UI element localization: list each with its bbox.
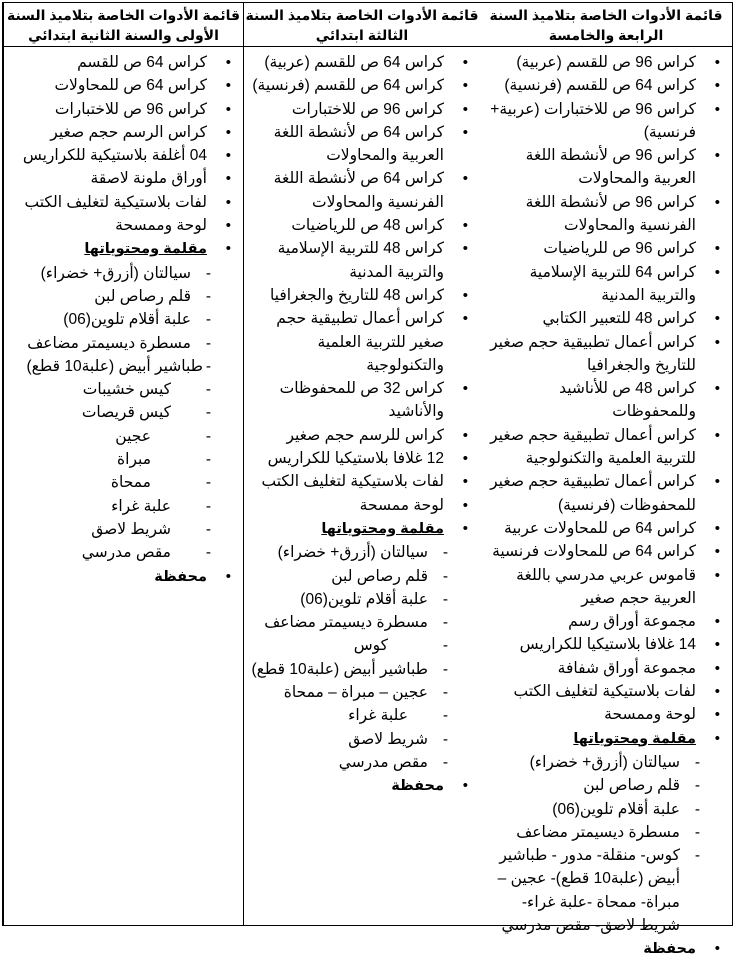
list-item: • مجموعة أوراق رسم <box>484 610 726 633</box>
sub-item: - طباشير أبيض (علبة10 قطع) <box>8 355 237 378</box>
list-item: • كراس 64 ص للمحاولات <box>8 74 237 97</box>
sub-item: - مسطرة ديسيمتر مضاعف <box>8 332 237 355</box>
list-item: • لوحة ممسحة <box>248 494 474 517</box>
sub-item: - شريط لاصق <box>248 728 474 751</box>
sub-item: - مبراة <box>8 448 237 471</box>
sub-item: - مقص مدرسي <box>248 751 474 774</box>
list-item: • كراس 96 ص للاختبارات (عربية+ فرنسية) <box>484 98 726 145</box>
list-item: • لوحة وممسحة <box>8 214 237 237</box>
sub-item: - علبة أقلام تلوين(06) <box>8 308 237 331</box>
list-item: • كراس 64 للتربية الإسلامية والتربية المدنية <box>484 261 726 308</box>
list-item: • كراس 96 ص للاختبارات <box>8 98 237 121</box>
sub-item: - قلم رصاص لبن <box>484 774 726 797</box>
list-item: • كراس 64 ص للقسم <box>8 51 237 74</box>
column-header <box>244 3 480 47</box>
list-item: • مجموعة أوراق شفافة <box>484 657 726 680</box>
header-line-2: الأولى والسنة الثانية ابتدائي <box>28 27 219 43</box>
pencil-case-heading: • مقلمة ومحتوياتها <box>8 237 237 261</box>
sub-item: - كيس قريصات <box>8 401 237 424</box>
column-grades-4-5 <box>480 3 732 958</box>
list-item: • كراس 64 ص للمحاولات عربية <box>484 517 726 540</box>
pencil-case-heading: • مقلمة ومحتوياتها <box>484 727 726 751</box>
list-item: • لفات بلاستيكية لتغليف الكتب <box>8 191 237 214</box>
sub-item: - مسطرة ديسيمتر مضاعف <box>248 611 474 634</box>
sub-item: - علبة غراء <box>8 495 237 518</box>
list-item: • لفات بلاستيكية لتغليف الكتب <box>248 470 474 493</box>
list-item: • 04 أغلفة بلاستيكية للكراريس <box>8 144 237 167</box>
sub-item: - سيالتان (أزرق+ خضراء) <box>484 751 726 774</box>
list-item: • كراس 64 ص للقسم (فرنسية) <box>248 74 474 97</box>
list-item: • كراس 96 ص لأنشطة اللغة الفرنسية والمحاولات <box>484 191 726 238</box>
list-item: • لوحة وممسحة <box>484 703 726 726</box>
sub-item: - قلم رصاص لبن <box>8 285 237 308</box>
sub-item: - شريط لاصق <box>8 518 237 541</box>
list-item: • كراس 96 ص للاختبارات <box>248 98 474 121</box>
sub-item: - سيالتان (أزرق+ خضراء) <box>248 541 474 564</box>
list-item: • كراس 96 ص لأنشطة اللغة العربية والمحاولات <box>484 144 726 191</box>
list-item: • كراس أعمال تطبيقية حجم صغير للتاريخ والجغرافيا <box>484 331 726 378</box>
header-line-1: قائمة الأدوات الخاصة بتلاميذ السنة <box>489 7 723 23</box>
list-item: • كراس 48 للتعبير الكتابي <box>484 307 726 330</box>
column-header <box>4 3 243 47</box>
supplies-table <box>2 2 733 958</box>
list-item: • كراس 32 ص للمحفوظات والأناشيد <box>248 377 474 424</box>
list-item: • 12 غلافا بلاستيكيا للكراريس <box>248 447 474 470</box>
pencil-case-heading: • مقلمة ومحتوياتها <box>248 517 474 541</box>
list-item: • كراس 48 للتربية الإسلامية والتربية المدنية <box>248 237 474 284</box>
sub-item: - عجين – مبراة – ممحاة <box>248 681 474 704</box>
header-line-1: قائمة الأدوات الخاصة بتلاميذ السنة <box>6 7 241 23</box>
sub-item: - كوس- منقلة- مدور - طباشير أبيض (علبة10 قطع)- عجين – مبراة- ممحاة -علبة غراء- شريط لاصق- مقص مدرسي <box>484 844 726 937</box>
sub-item: - كوس <box>248 634 474 657</box>
column-grade-3 <box>243 3 480 925</box>
list-item: • كراس 64 ص للقسم (فرنسية) <box>484 74 726 97</box>
list-item: • كراس 64 ص للمحاولات فرنسية <box>484 540 726 563</box>
sub-item: - علبة غراء <box>248 704 474 727</box>
list-item: • كراس 96 ص للقسم (عربية) <box>484 51 726 74</box>
sub-item: - مقص مدرسي <box>8 541 237 564</box>
header-line-1: قائمة الأدوات الخاصة بتلاميذ السنة <box>245 7 479 23</box>
list-item: • كراس أعمال تطبيقية حجم صغير للتربية العلمية والتكنولوجية <box>248 307 474 377</box>
schoolbag-item: • محفظة <box>8 565 237 589</box>
list-item: • كراس 64 ص لأنشطة اللغة العربية والمحاولات <box>248 121 474 168</box>
sub-item: - علبة أقلام تلوين(06) <box>484 798 726 821</box>
list-item: • كراس 96 ص للرياضيات <box>484 237 726 260</box>
list-item: • كراس 64 ص لأنشطة اللغة الفرنسية والمحاولات <box>248 167 474 214</box>
sub-item: - مسطرة ديسيمتر مضاعف <box>484 821 726 844</box>
list-item: • كراس 48 للتاريخ والجغرافيا <box>248 284 474 307</box>
sub-item: - عجين <box>8 425 237 448</box>
supply-list <box>4 47 243 589</box>
sub-item: - علبة أقلام تلوين(06) <box>248 588 474 611</box>
list-item: • كراس 48 ص للرياضيات <box>248 214 474 237</box>
sub-item: - ممحاة <box>8 471 237 494</box>
supply-list <box>480 47 732 962</box>
list-item: • 14 غلافا بلاستيكيا للكراريس <box>484 633 726 656</box>
list-item: • كراس أعمال تطبيقية حجم صغير للمحفوظات (فرنسية) <box>484 470 726 517</box>
list-item: • كراس الرسم حجم صغير <box>8 121 237 144</box>
list-item: • كراس أعمال تطبيقية حجم صغير للتربية العلمية والتكنولوجية <box>484 424 726 471</box>
sub-item: - طباشير أبيض (علبة10 قطع) <box>248 658 474 681</box>
list-item: • قاموس عربي مدرسي باللغة العربية حجم صغير <box>484 564 726 611</box>
sub-item: - كيس خشيبات <box>8 378 237 401</box>
list-item: • كراس 48 ص للأناشيد وللمحفوظات <box>484 377 726 424</box>
list-item: • كراس للرسم حجم صغير <box>248 424 474 447</box>
schoolbag-item: • محفظة <box>484 937 726 961</box>
list-item: • أوراق ملونة لاصقة <box>8 167 237 190</box>
sub-item: - قلم رصاص لبن <box>248 565 474 588</box>
schoolbag-item: • محفظة <box>248 774 474 798</box>
header-line-2: الرابعة والخامسة <box>548 27 664 43</box>
list-item: • كراس 64 ص للقسم (عربية) <box>248 51 474 74</box>
header-line-2: الثالثة ابتدائي <box>315 27 409 43</box>
column-header <box>480 3 732 47</box>
column-grades-1-2 <box>3 3 243 925</box>
list-item: • لفات بلاستيكية لتغليف الكتب <box>484 680 726 703</box>
supply-list <box>244 47 480 799</box>
sub-item: - سيالتان (أزرق+ خضراء) <box>8 262 237 285</box>
